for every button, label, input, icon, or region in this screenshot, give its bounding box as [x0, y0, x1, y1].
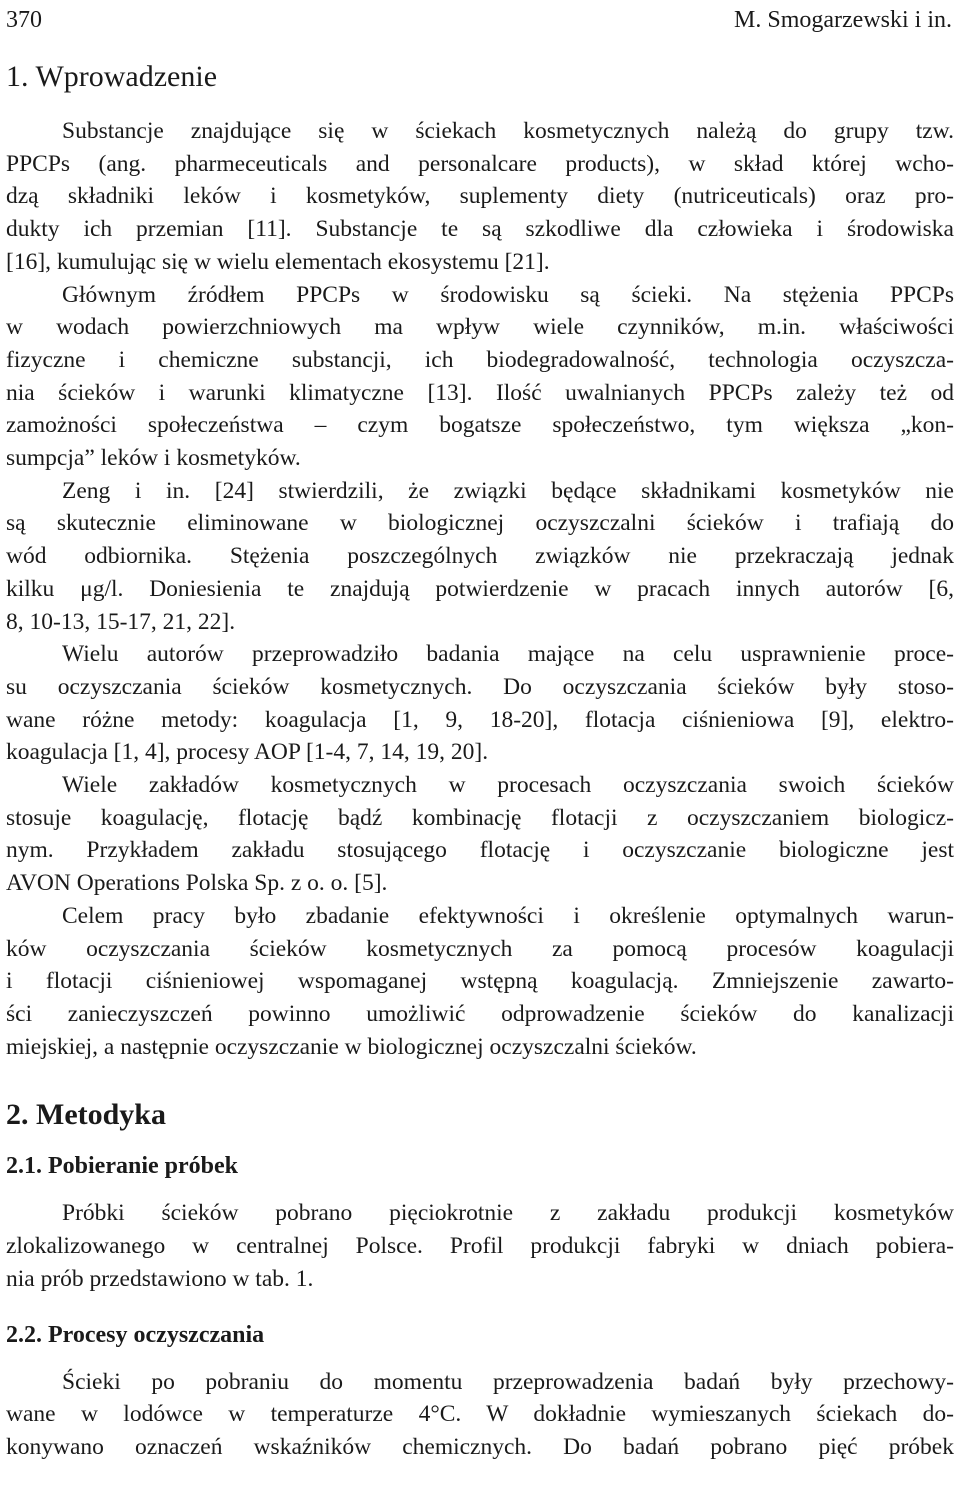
- text-line: nia ścieków i warunki klimatyczne [13]. Ilość uwalnianych PPCPs zależy też od: [6, 379, 954, 406]
- page-number: 370: [6, 7, 42, 33]
- text-line: Zeng i in. [24] stwierdzili, że związki będące składnikami kosmetyków nie: [62, 477, 954, 504]
- text-line: koagulacja [1, 4], procesy AOP [1-4, 7, 14, 19, 20].: [6, 739, 489, 766]
- text-line: Głównym źródłem PPCPs w środowisku są ścieki. Na stężenia PPCPs: [62, 281, 954, 308]
- text-line: PPCPs (ang. pharmeceuticals and personalcare products), w skład której wcho-: [6, 150, 954, 177]
- paragraph: [6, 279, 954, 475]
- document-page: [6, 0, 954, 1464]
- author-line: M. Smogarzewski i in.: [734, 7, 952, 33]
- text-line: [16], kumulując się w wielu elementach ekosystemu [21].: [6, 248, 550, 275]
- subsection-title-treatment-processes: 2.2. Procesy oczyszczania: [6, 1321, 265, 1348]
- text-line: 8, 10-13, 15-17, 21, 22].: [6, 608, 236, 635]
- section-title-introduction: 1. Wprowadzenie: [6, 60, 218, 93]
- text-line: są skutecznie eliminowane w biologicznej oczyszczalni ścieków i trafiają do: [6, 510, 954, 537]
- text-line: dzą składniki leków i kosmetyków, suplementy diety (nutriceuticals) oraz pro-: [6, 183, 954, 210]
- text-line: Celem pracy było zbadanie efektywności i określenie optymalnych warun-: [62, 902, 954, 929]
- text-line: AVON Operations Polska Sp. z o. o. [5].: [6, 870, 388, 897]
- text-line: ści zanieczyszczeń powinno umożliwić odprowadzenie ścieków do kanalizacji: [6, 1000, 954, 1027]
- text-line: nym. Przykładem zakładu stosującego flotację i oczyszczanie biologiczne jest: [6, 837, 954, 864]
- text-line: fizyczne i chemiczne substancji, ich biodegradowalność, technologia oczyszcza-: [6, 346, 954, 373]
- section-title-methodology: 2. Metodyka: [6, 1098, 166, 1132]
- text-line: i flotacji ciśnieniowej wspomaganej wstępną koagulacją. Zmniejszenie zawarto-: [6, 968, 954, 995]
- paragraph: [6, 1197, 954, 1295]
- text-line: sumpcja” leków i kosmetyków.: [6, 445, 301, 472]
- text-line: nia prób przedstawiono w tab. 1.: [6, 1265, 314, 1292]
- text-line: wane w lodówce w temperaturze 4°C. W dokładnie wymieszanych ściekach do-: [6, 1401, 954, 1428]
- paragraph: [6, 1366, 954, 1464]
- text-line: ków oczyszczania ścieków kosmetycznych za pomocą procesów koagulacji: [6, 935, 954, 962]
- text-line: wane różne metody: koagulacja [1, 9, 18-20], flotacja ciśnieniowa [9], elektro-: [6, 706, 954, 733]
- text-line: dukty ich przemian [11]. Substancje te są szkodliwe dla człowieka i środowiska: [6, 216, 954, 243]
- paragraph: [6, 115, 954, 279]
- text-line: Wielu autorów przeprowadziło badania mające na celu usprawnienie proce-: [62, 641, 954, 668]
- paragraph: [6, 769, 954, 900]
- paragraph: [6, 475, 954, 639]
- text-line: zlokalizowanego w centralnej Polsce. Profil produkcji fabryki w dniach pobiera-: [6, 1233, 954, 1260]
- text-line: wód odbiornika. Stężenia poszczególnych związków nie przekraczają jednak: [6, 543, 954, 570]
- text-line: Wiele zakładów kosmetycznych w procesach oczyszczania swoich ścieków: [62, 772, 954, 799]
- text-line: w wodach powierzchniowych ma wpływ wiele czynników, m.in. właściwości: [6, 314, 954, 341]
- paragraph: [6, 900, 954, 1064]
- text-line: Próbki ścieków pobrano pięciokrotnie z zakładu produkcji kosmetyków: [62, 1200, 954, 1227]
- text-line: stosuje koagulację, flotację bądź kombinację flotacji z oczyszczaniem biologicz-: [6, 804, 954, 831]
- text-line: konywano oznaczeń wskaźników chemicznych. Do badań pobrano pięć próbek: [6, 1433, 954, 1460]
- text-line: su oczyszczania ścieków kosmetycznych. Do oczyszczania ścieków były stoso-: [6, 673, 954, 700]
- text-line: Ścieki po pobraniu do momentu przeprowadzenia badań były przechowy-: [62, 1368, 954, 1395]
- running-header: [6, 3, 954, 37]
- text-line: miejskiej, a następnie oczyszczanie w biologicznej oczyszczalni ścieków.: [6, 1033, 697, 1060]
- text-line: zamożności społeczeństwa – czym bogatsze społeczeństwo, tym większa „kon-: [6, 412, 954, 439]
- paragraph: [6, 638, 954, 769]
- subsection-title-sampling: 2.1. Pobieranie próbek: [6, 1153, 238, 1180]
- text-line: Substancje znajdujące się w ściekach kosmetycznych należą do grupy tzw.: [62, 118, 954, 144]
- text-line: kilku μg/l. Doniesienia te znajdują potwierdzenie w pracach innych autorów [6,: [6, 575, 954, 602]
